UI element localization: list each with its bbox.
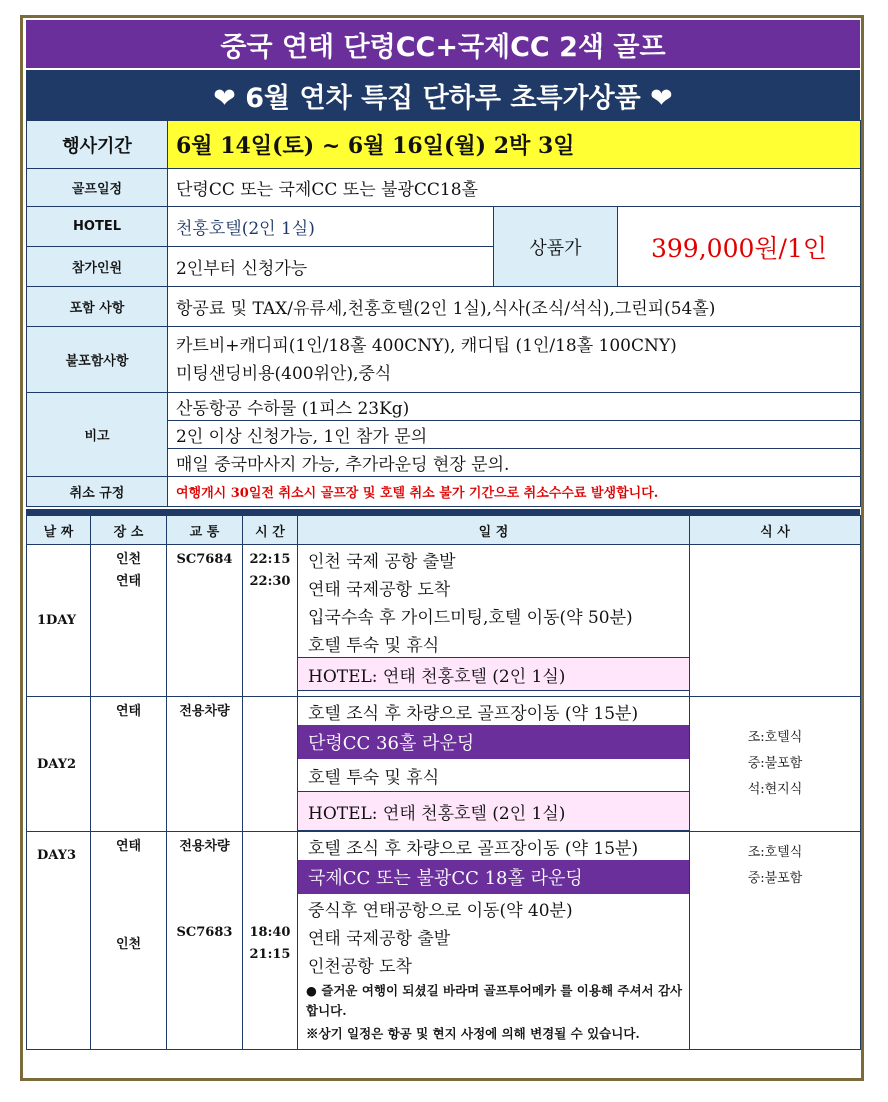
day1-meal [690, 545, 861, 697]
sub-title: ❤ 6월 연차 특집 단하루 초특가상품 ❤ [26, 68, 860, 120]
day1-item-4: 호텔 투숙 및 휴식 [308, 635, 440, 656]
day1-transport: SC7684 [167, 545, 243, 697]
main-title: 중국 연태 단령CC+국제CC 2색 골프 [26, 20, 860, 68]
day1-itinerary [298, 545, 690, 697]
schedule-table [26, 515, 861, 1050]
day1-row [27, 545, 861, 697]
day1-label: 1DAY [27, 545, 91, 697]
excluded-line-1: 카트비+캐디피(1인/18홀 400CNY), 캐디팁 (1인/18홀 100CNY) [176, 335, 677, 356]
remarks-line-3: 매일 중국마사지 가능, 추가라운딩 현장 문의. [168, 449, 861, 477]
day3-thanks-note: ● 즐거운 여행이 되셨길 바라며 골프투어메카 를 이용해 주셔서 감사합니다. [306, 983, 683, 1018]
info-table [26, 120, 861, 507]
day3-place-1: 연태 [115, 839, 142, 854]
people-value: 2인부터 신청가능 [168, 247, 494, 287]
included-value: 항공료 및 TAX/유류세,천홍호텔(2인 1실),식사(조식/석식),그린피(54홀) [168, 287, 861, 327]
day2-row [27, 697, 861, 832]
day3-time-2: 21:15 [249, 947, 291, 962]
day1-place-2: 연태 [115, 574, 142, 589]
header-transport: 교 통 [167, 516, 243, 545]
included-row [27, 287, 861, 327]
header-place: 장 소 [91, 516, 167, 545]
day3-item-4: 연태 국제공항 출발 [308, 928, 451, 949]
day2-round: 단령CC 36홀 라운딩 [298, 725, 689, 759]
header-itinerary: 일 정 [298, 516, 690, 545]
excluded-row [27, 327, 861, 393]
day3-place [91, 832, 167, 1050]
day1-time-2: 22:30 [249, 574, 291, 589]
people-label: 참가인원 [27, 247, 168, 287]
day2-meal [690, 697, 861, 832]
day3-place-2: 인천 [115, 937, 142, 952]
golf-value: 단령CC 또는 국제CC 또는 불광CC18홀 [168, 169, 861, 207]
header-day: 날 짜 [27, 516, 91, 545]
period-row [27, 121, 861, 169]
remarks-row-1 [27, 393, 861, 421]
day3-item-1: 호텔 조식 후 차량으로 골프장이동 (약 15분) [308, 838, 639, 859]
excluded-line-2: 미팅샌딩비용(400위안),중식 [176, 363, 392, 384]
day2-meal-dinner: 석:현지식 [747, 782, 803, 797]
day3-item-5: 인천공항 도착 [308, 956, 412, 977]
day2-item-1: 호텔 조식 후 차량으로 골프장이동 (약 15분) [308, 703, 639, 724]
cancel-row [27, 477, 861, 507]
day1-place [91, 545, 167, 697]
day3-change-note: ※상기 일정은 항공 및 현지 사정에 의해 변경될 수 있습니다. [306, 1026, 640, 1041]
day2-time [243, 697, 298, 832]
day3-meal [690, 832, 861, 1050]
document [26, 20, 860, 1050]
period-label: 행사기간 [27, 121, 168, 169]
day1-hotel: HOTEL: 연태 천홍호텔 (2인 1실) [298, 657, 689, 691]
schedule-header [27, 516, 861, 545]
cancel-value: 여행개시 30일전 취소시 골프장 및 호텔 취소 불가 기간으로 취소수수료 발생합니다. [168, 477, 861, 507]
hotel-value: 천홍호텔(2인 1실) [168, 207, 494, 247]
day1-time-1: 22:15 [249, 552, 291, 567]
included-label: 포함 사항 [27, 287, 168, 327]
golf-row [27, 169, 861, 207]
day1-item-2: 연태 국제공항 도착 [308, 579, 451, 600]
excluded-value [168, 327, 861, 393]
day2-label: DAY2 [27, 697, 91, 832]
cancel-label: 취소 규정 [27, 477, 168, 507]
section-divider [26, 507, 860, 515]
hotel-label: HOTEL [27, 207, 168, 247]
excluded-label: 불포함사항 [27, 327, 168, 393]
period-value: 6월 14일(토) ~ 6월 16일(월) 2박 3일 [168, 121, 861, 169]
day3-row [27, 832, 861, 1050]
day2-transport: 전용차량 [167, 697, 243, 832]
day3-time-1: 18:40 [249, 925, 291, 940]
day1-item-1: 인천 국제 공항 출발 [308, 551, 456, 572]
day3-label: DAY3 [27, 832, 91, 1050]
day3-time [243, 832, 298, 1050]
day3-item-3: 중식후 연태공항으로 이동(약 40분) [308, 900, 573, 921]
day2-item-3: 호텔 투숙 및 휴식 [308, 767, 440, 788]
day1-place-1: 인천 [115, 552, 142, 567]
golf-label: 골프일정 [27, 169, 168, 207]
day3-transport-2: SC7683 [176, 925, 233, 940]
day3-transport-1: 전용차량 [179, 839, 230, 854]
day2-place: 연태 [91, 697, 167, 832]
header-meal: 식 사 [690, 516, 861, 545]
day2-meal-lunch: 중:불포함 [747, 756, 803, 771]
day3-meal-breakfast: 조:호텔식 [747, 845, 803, 860]
day2-itinerary [298, 697, 690, 832]
remarks-line-2: 2인 이상 신청가능, 1인 참가 문의 [168, 421, 861, 449]
day2-meal-breakfast: 조:호텔식 [747, 730, 803, 745]
remarks-label: 비고 [27, 393, 168, 477]
day1-item-3: 입국수속 후 가이드미팅,호텔 이동(약 50분) [308, 607, 633, 628]
header-time: 시 간 [243, 516, 298, 545]
day1-time [243, 545, 298, 697]
day3-meal-lunch: 중:불포함 [747, 871, 803, 886]
day2-hotel: HOTEL: 연태 천홍호텔 (2인 1실) [298, 791, 689, 831]
price-label: 상품가 [494, 207, 618, 287]
price-value: 399,000원/1인 [618, 207, 861, 287]
hotel-row [27, 207, 861, 247]
day3-round: 국제CC 또는 불광CC 18홀 라운딩 [298, 860, 689, 894]
remarks-line-1: 산동항공 수하물 (1피스 23Kg) [168, 393, 861, 421]
day3-transport [167, 832, 243, 1050]
day3-itinerary [298, 832, 690, 1050]
